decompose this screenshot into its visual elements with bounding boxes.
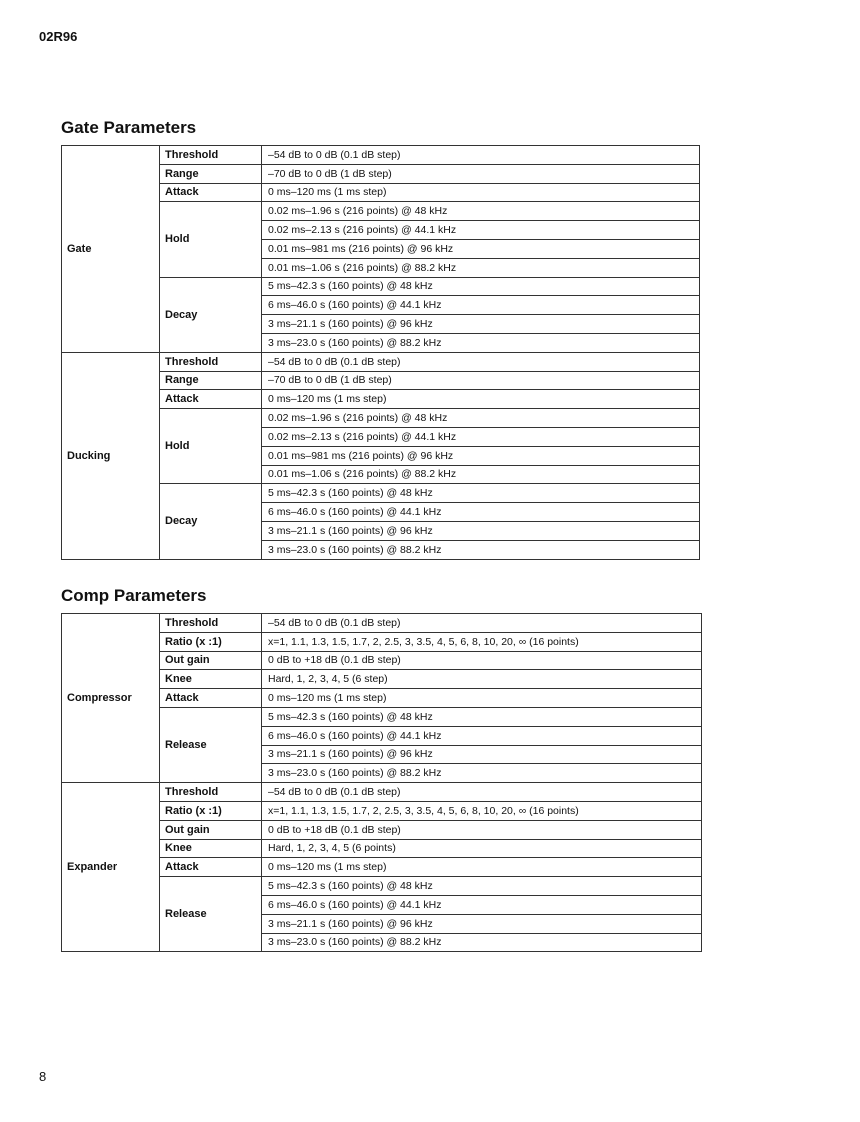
- table-row: [62, 614, 702, 633]
- param-value: x=1, 1.1, 1.3, 1.5, 1.7, 2, 2.5, 3, 3.5, 4, 5, 6, 8, 10, 20, ∞ (16 points): [262, 632, 702, 651]
- param-value: 0.02 ms–1.96 s (216 points) @ 48 kHz: [262, 202, 700, 221]
- param-label-ratio-x-1: Ratio (x :1): [160, 632, 262, 651]
- param-value: 3 ms–21.1 s (160 points) @ 96 kHz: [262, 914, 702, 933]
- param-label-knee: Knee: [160, 839, 262, 858]
- param-value: 6 ms–46.0 s (160 points) @ 44.1 kHz: [262, 296, 700, 315]
- param-value: 3 ms–23.0 s (160 points) @ 88.2 kHz: [262, 764, 702, 783]
- param-value: 6 ms–46.0 s (160 points) @ 44.1 kHz: [262, 503, 700, 522]
- param-value: 3 ms–23.0 s (160 points) @ 88.2 kHz: [262, 933, 702, 952]
- param-value: 0 dB to +18 dB (0.1 dB step): [262, 651, 702, 670]
- param-label-ratio-x-1: Ratio (x :1): [160, 801, 262, 820]
- param-label-decay: Decay: [160, 277, 262, 352]
- param-value: –70 dB to 0 dB (1 dB step): [262, 371, 700, 390]
- param-value: 3 ms–23.0 s (160 points) @ 88.2 kHz: [262, 540, 700, 559]
- param-label-decay: Decay: [160, 484, 262, 559]
- param-label-attack: Attack: [160, 183, 262, 202]
- param-value: 5 ms–42.3 s (160 points) @ 48 kHz: [262, 484, 700, 503]
- group-label-compressor: Compressor: [62, 614, 160, 783]
- param-value: 0 ms–120 ms (1 ms step): [262, 183, 700, 202]
- param-label-attack: Attack: [160, 689, 262, 708]
- param-label-threshold: Threshold: [160, 352, 262, 371]
- param-value: 3 ms–21.1 s (160 points) @ 96 kHz: [262, 745, 702, 764]
- param-value: 0 ms–120 ms (1 ms step): [262, 689, 702, 708]
- param-value: –54 dB to 0 dB (0.1 dB step): [262, 783, 702, 802]
- gate-parameters-table: [61, 145, 700, 560]
- param-label-knee: Knee: [160, 670, 262, 689]
- param-value: 0.02 ms–2.13 s (216 points) @ 44.1 kHz: [262, 221, 700, 240]
- table-row: [62, 783, 702, 802]
- section-title: Gate Parameters: [61, 118, 197, 137]
- group-label-gate: Gate: [62, 146, 160, 353]
- param-value: 0.01 ms–1.06 s (216 points) @ 88.2 kHz: [262, 465, 700, 484]
- param-label-release: Release: [160, 707, 262, 782]
- param-value: Hard, 1, 2, 3, 4, 5 (6 points): [262, 839, 702, 858]
- page-number: 8: [39, 1069, 47, 1084]
- param-label-threshold: Threshold: [160, 146, 262, 165]
- param-label-range: Range: [160, 371, 262, 390]
- param-label-attack: Attack: [160, 858, 262, 877]
- page-header: 02R96: [39, 29, 78, 44]
- param-label-attack: Attack: [160, 390, 262, 409]
- param-value: 3 ms–23.0 s (160 points) @ 88.2 kHz: [262, 333, 700, 352]
- comp-parameters-section: [61, 586, 702, 952]
- param-value: 0 dB to +18 dB (0.1 dB step): [262, 820, 702, 839]
- section-title: Comp Parameters: [61, 586, 207, 605]
- param-value: 0.02 ms–2.13 s (216 points) @ 44.1 kHz: [262, 427, 700, 446]
- group-label-expander: Expander: [62, 783, 160, 952]
- param-value: –54 dB to 0 dB (0.1 dB step): [262, 352, 700, 371]
- table-row: [62, 146, 700, 165]
- param-value: 0.01 ms–981 ms (216 points) @ 96 kHz: [262, 239, 700, 258]
- param-value: 3 ms–21.1 s (160 points) @ 96 kHz: [262, 315, 700, 334]
- param-value: Hard, 1, 2, 3, 4, 5 (6 step): [262, 670, 702, 689]
- table-row: [62, 352, 700, 371]
- param-value: 0.02 ms–1.96 s (216 points) @ 48 kHz: [262, 409, 700, 428]
- param-value: 5 ms–42.3 s (160 points) @ 48 kHz: [262, 877, 702, 896]
- param-value: –70 dB to 0 dB (1 dB step): [262, 164, 700, 183]
- param-value: 6 ms–46.0 s (160 points) @ 44.1 kHz: [262, 726, 702, 745]
- gate-parameters-section: [61, 118, 700, 560]
- param-value: 0.01 ms–981 ms (216 points) @ 96 kHz: [262, 446, 700, 465]
- param-value: 0.01 ms–1.06 s (216 points) @ 88.2 kHz: [262, 258, 700, 277]
- param-label-out-gain: Out gain: [160, 651, 262, 670]
- param-value: 5 ms–42.3 s (160 points) @ 48 kHz: [262, 277, 700, 296]
- param-value: 3 ms–21.1 s (160 points) @ 96 kHz: [262, 521, 700, 540]
- param-value: 0 ms–120 ms (1 ms step): [262, 858, 702, 877]
- param-label-out-gain: Out gain: [160, 820, 262, 839]
- comp-parameters-table: [61, 613, 702, 952]
- param-value: x=1, 1.1, 1.3, 1.5, 1.7, 2, 2.5, 3, 3.5, 4, 5, 6, 8, 10, 20, ∞ (16 points): [262, 801, 702, 820]
- param-label-threshold: Threshold: [160, 783, 262, 802]
- param-label-release: Release: [160, 877, 262, 952]
- group-label-ducking: Ducking: [62, 352, 160, 559]
- param-value: 5 ms–42.3 s (160 points) @ 48 kHz: [262, 707, 702, 726]
- param-value: 6 ms–46.0 s (160 points) @ 44.1 kHz: [262, 895, 702, 914]
- param-value: –54 dB to 0 dB (0.1 dB step): [262, 614, 702, 633]
- param-label-hold: Hold: [160, 409, 262, 484]
- param-value: –54 dB to 0 dB (0.1 dB step): [262, 146, 700, 165]
- param-label-range: Range: [160, 164, 262, 183]
- param-label-hold: Hold: [160, 202, 262, 277]
- param-value: 0 ms–120 ms (1 ms step): [262, 390, 700, 409]
- param-label-threshold: Threshold: [160, 614, 262, 633]
